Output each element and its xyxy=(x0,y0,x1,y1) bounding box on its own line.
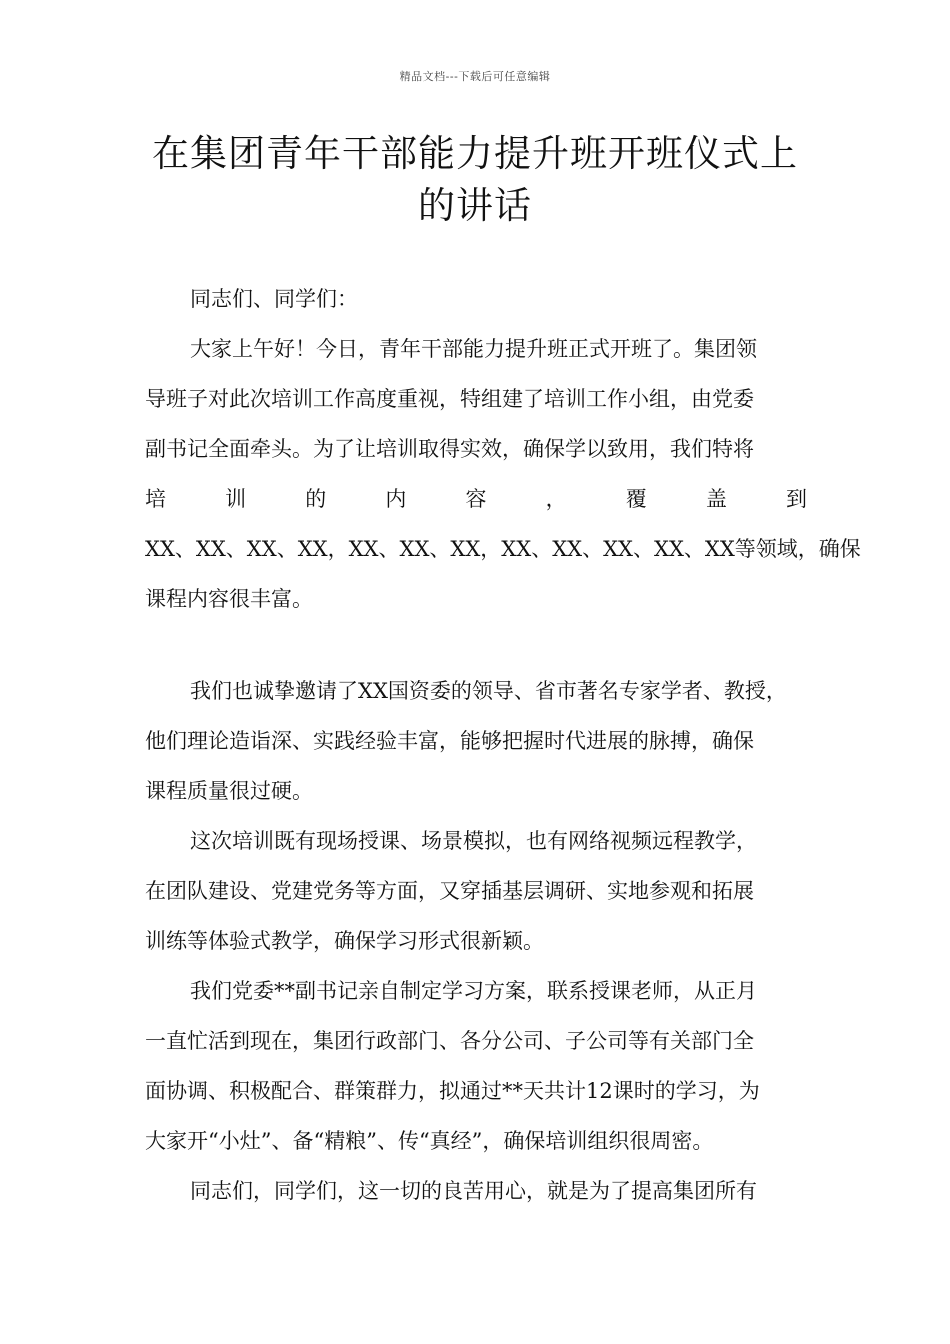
paragraph-line: 大家上午好！今日，青年干部能力提升班正式开班了。集团领 xyxy=(190,337,757,361)
document-title xyxy=(100,128,850,232)
salutation: 同志们、同学们： xyxy=(190,287,358,311)
justified-char: 到 xyxy=(786,487,807,511)
paragraph-line: 副书记全面牵头。为了让培训取得实效，确保学以致用，我们特将 xyxy=(145,437,754,461)
paragraph-line: 在团队建设、党建党务等方面，又穿插基层调研、实地参观和拓展 xyxy=(145,879,754,903)
paragraph-line: 训练等体验式教学，确保学习形式很新颖。 xyxy=(145,929,544,953)
paragraph-2 xyxy=(145,666,807,816)
justified-char: 训 xyxy=(225,487,247,511)
paragraph-3 xyxy=(145,816,807,966)
justified-char: 内 xyxy=(385,487,407,511)
paragraph-gap xyxy=(145,624,807,666)
paragraph-line: 我们也诚挚邀请了XX国资委的领导、省市著名专家学者、教授， xyxy=(190,679,787,703)
paragraph-line: 一直忙活到现在，集团行政部门、各分公司、子公司等有关部门全 xyxy=(145,1029,754,1053)
header-note: 精品文档---下载后可任意编辑 xyxy=(399,70,551,83)
justified-char: 的 xyxy=(305,487,327,511)
justified-char: 培 xyxy=(145,487,166,511)
justified-char: 盖 xyxy=(705,487,727,511)
paragraph-line: 导班子对此次培训工作高度重视，特组建了培训工作小组，由党委 xyxy=(145,387,754,411)
paragraph-line: 课程内容很丰富。 xyxy=(145,587,313,611)
justified-char: 容 xyxy=(465,487,487,511)
paragraph-line: XX、XX、XX、XX，XX、XX、XX，XX、XX、XX、XX、XX等领域，确保 xyxy=(145,537,861,561)
paragraph-line: 大家开“小灶”、备“精粮”、传“真经”，确保培训组织很周密。 xyxy=(145,1129,714,1153)
paragraph-line: 他们理论造诣深、实践经验丰富，能够把握时代进展的脉搏，确保 xyxy=(145,729,754,753)
title-line-1: 在集团青年干部能力提升班开班仪式上 xyxy=(152,132,798,175)
justified-char: ， xyxy=(545,487,567,511)
paragraph-line-justified xyxy=(145,474,807,524)
paragraph-4 xyxy=(145,966,807,1166)
paragraph-line: 我们党委**副书记亲自制定学习方案，联系授课老师，从正月 xyxy=(190,979,757,1003)
justified-char: 覆 xyxy=(625,487,647,511)
paragraph-line: 同志们，同学们，这一切的良苦用心，就是为了提高集团所有 xyxy=(190,1179,757,1203)
paragraph-5 xyxy=(145,1166,807,1216)
title-line-2: 的讲话 xyxy=(418,184,532,227)
paragraph-1 xyxy=(145,324,861,624)
document-body xyxy=(145,274,861,1216)
paragraph-line: 这次培训既有现场授课、场景模拟，也有网络视频远程教学， xyxy=(190,829,757,853)
paragraph-line: 面协调、积极配合、群策群力，拟通过**天共计12课时的学习，为 xyxy=(145,1079,760,1103)
paragraph-line: 课程质量很过硬。 xyxy=(145,779,313,803)
